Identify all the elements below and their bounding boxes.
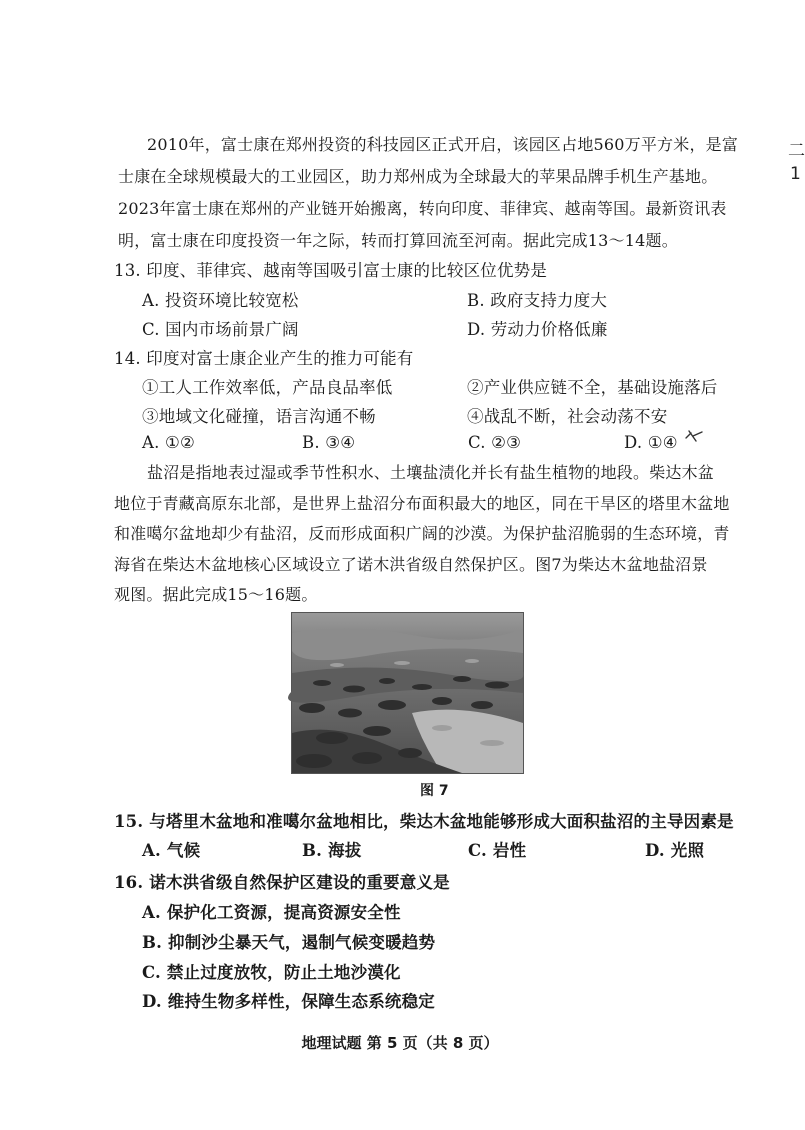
q16-option-c: C. 禁止过度放牧，防止土地沙漠化 — [142, 963, 401, 982]
q14-option-d: D. ①④ — [624, 433, 678, 452]
q14-option-c: C. ②③ — [468, 433, 522, 452]
handwritten-mark-icon — [684, 428, 704, 444]
q14-stem: 14. 印度对富士康企业产生的推力可能有 — [114, 349, 414, 368]
passage2-line-2: 地位于青藏高原东北部，是世界上盐沼分布面积最大的地区，同在干旱区的塔里木盆地 — [114, 494, 730, 513]
figure-caption: 图 7 — [420, 783, 449, 799]
q13-stem: 13. 印度、菲律宾、越南等国吸引富士康的比较区位优势是 — [114, 261, 548, 280]
page-footer: 地理试题 第 5 页（共 8 页） — [301, 1034, 499, 1052]
passage1-line-3: 2023年富士康在郑州的产业链开始搬离，转向印度、菲律宾、越南等国。最新资讯表 — [118, 199, 727, 218]
q15-option-b: B. 海拔 — [302, 841, 362, 860]
passage1-line-2: 士康在全球规模最大的工业园区，助力郑州成为全球最大的苹果品牌手机生产基地。 — [118, 167, 718, 186]
q14-statement-3: ③地域文化碰撞，语言沟通不畅 — [142, 407, 376, 426]
passage2-line-1: 盐沼是指地表过湿或季节性积水、土壤盐渍化并长有盐生植物的地段。柴达木盆 — [147, 463, 715, 482]
q14-option-b: B. ③④ — [302, 433, 356, 452]
q15-option-a: A. 气候 — [142, 841, 201, 860]
q15-stem: 15. 与塔里木盆地和准噶尔盆地相比，柴达木盆地能够形成大面积盐沼的主导因素是 — [114, 812, 734, 831]
q16-stem: 16. 诺木洪省级自然保护区建设的重要意义是 — [114, 873, 450, 892]
passage1-line-4: 明，富士康在印度投资一年之际，转而打算回流至河南。据此完成13～14题。 — [118, 231, 678, 250]
salt-marsh-photo — [291, 612, 524, 774]
passage2-line-4: 海省在柴达木盆地核心区域设立了诺木洪省级自然保护区。图7为柴达木盆地盐沼景 — [114, 555, 708, 574]
q13-option-c: C. 国内市场前景广阔 — [142, 320, 299, 339]
passage2-line-5: 观图。据此完成15～16题。 — [114, 585, 318, 604]
q13-option-d: D. 劳动力价格低廉 — [467, 320, 608, 339]
q16-option-b: B. 抑制沙尘暴天气，遏制气候变暖趋势 — [142, 933, 436, 952]
edge-mark-second: 1 — [790, 164, 801, 184]
edge-mark-top: 二 — [788, 141, 805, 161]
passage2-line-3: 和准噶尔盆地却少有盐沼，反而形成面积广阔的沙漠。为保护盐沼脆弱的生态环境，青 — [114, 524, 730, 543]
q16-option-d: D. 维持生物多样性，保障生态系统稳定 — [142, 992, 436, 1011]
q14-option-a: A. ①② — [142, 433, 195, 452]
salt-marsh-landscape-image — [292, 613, 523, 773]
q16-option-a: A. 保护化工资源，提高资源安全性 — [142, 903, 401, 922]
q13-option-b: B. 政府支持力度大 — [467, 291, 608, 310]
passage1-line-1: 2010年，富士康在郑州投资的科技园区正式开启，该园区占地560万平方米，是富 — [147, 135, 739, 154]
q15-option-d: D. 光照 — [645, 841, 705, 860]
q15-option-c: C. 岩性 — [468, 841, 527, 860]
q14-statement-4: ④战乱不断，社会动荡不安 — [467, 407, 668, 426]
q13-option-a: A. 投资环境比较宽松 — [142, 291, 299, 310]
q14-statement-1: ①工人工作效率低，产品良品率低 — [142, 378, 393, 397]
q14-statement-2: ②产业供应链不全，基础设施落后 — [467, 378, 718, 397]
